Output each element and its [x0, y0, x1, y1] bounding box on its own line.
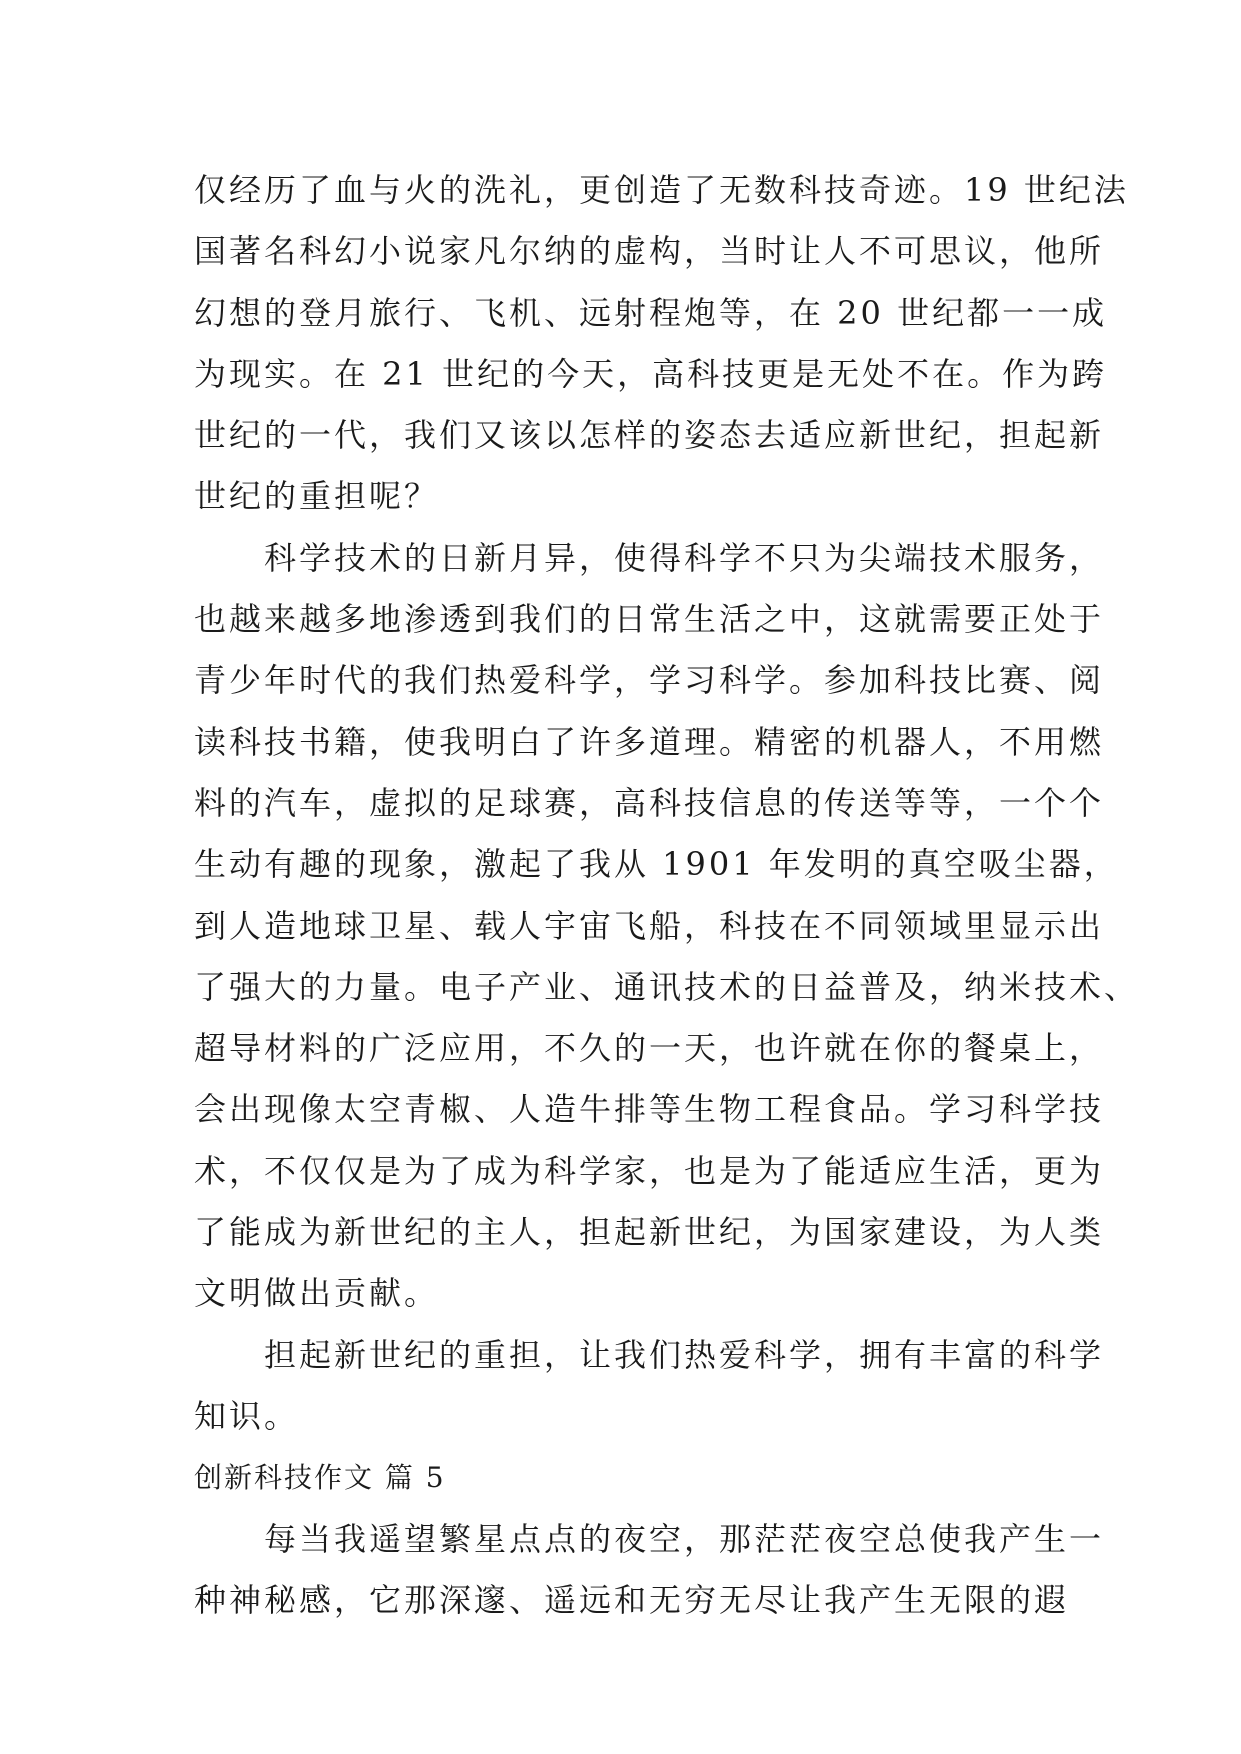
paragraph-line: 幻想的登月旅行、飞机、远射程炮等，在 20 世纪都一一成	[194, 293, 1108, 332]
paragraph-3	[194, 1325, 1105, 1448]
paragraph-line: 为现实。在 21 世纪的今天，高科技更是无处不在。作为跨	[194, 354, 1108, 393]
paragraph-line: 世纪的重担呢？	[194, 477, 440, 516]
paragraph-line: 了强大的力量。电子产业、通讯技术的日益普及，纳米技术、	[194, 967, 1140, 1006]
paragraph-line: 国著名科幻小说家凡尔纳的虚构，当时让人不可思议，他所	[194, 232, 1105, 271]
paragraph-line: 种神秘感，它那深邃、遥远和无穷无尽让我产生无限的遐	[194, 1580, 1070, 1619]
paragraph-line: 每当我遥望繁星点点的夜空，那茫茫夜空总使我产生一	[264, 1519, 1105, 1558]
paragraph-line: 世纪的一代，我们又该以怎样的姿态去适应新世纪，担起新	[194, 416, 1105, 455]
paragraph-1	[194, 160, 1129, 528]
paragraph-line: 青少年时代的我们热爱科学，学习科学。参加科技比赛、阅	[194, 661, 1105, 700]
paragraph-line: 到人造地球卫星、载人宇宙飞船，科技在不同领域里显示出	[194, 906, 1105, 945]
paragraph-line: 料的汽车，虚拟的足球赛，高科技信息的传送等等，一个个	[194, 783, 1105, 822]
paragraph-line: 读科技书籍，使我明白了许多道理。精密的机器人，不用燃	[194, 722, 1105, 761]
paragraph-line: 生动有趣的现象，激起了我从 1901 年发明的真空吸尘器，	[194, 845, 1119, 884]
section-heading: 创新科技作文 篇 5	[194, 1461, 446, 1495]
paragraph-line: 了能成为新世纪的主人，担起新世纪，为国家建设，为人类	[194, 1213, 1105, 1252]
paragraph-line: 文明做出贡献。	[194, 1274, 440, 1313]
paragraph-2	[194, 528, 1140, 1325]
paragraph-line: 仅经历了血与火的洗礼，更创造了无数科技奇迹。19 世纪法	[194, 171, 1129, 209]
paragraph-line: 也越来越多地渗透到我们的日常生活之中，这就需要正处于	[194, 600, 1105, 639]
document-body	[194, 160, 1140, 1631]
paragraph-4	[194, 1509, 1105, 1632]
paragraph-line: 会出现像太空青椒、人造牛排等生物工程食品。学习科学技	[194, 1090, 1105, 1129]
paragraph-line: 科学技术的日新月异，使得科学不只为尖端技术服务，	[264, 538, 1105, 577]
paragraph-line: 超导材料的广泛应用，不久的一天，也许就在你的餐桌上，	[194, 1029, 1105, 1068]
paragraph-line: 知识。	[194, 1396, 300, 1435]
paragraph-line: 担起新世纪的重担，让我们热爱科学，拥有丰富的科学	[264, 1335, 1105, 1374]
paragraph-line: 术，不仅仅是为了成为科学家，也是为了能适应生活，更为	[194, 1151, 1105, 1190]
